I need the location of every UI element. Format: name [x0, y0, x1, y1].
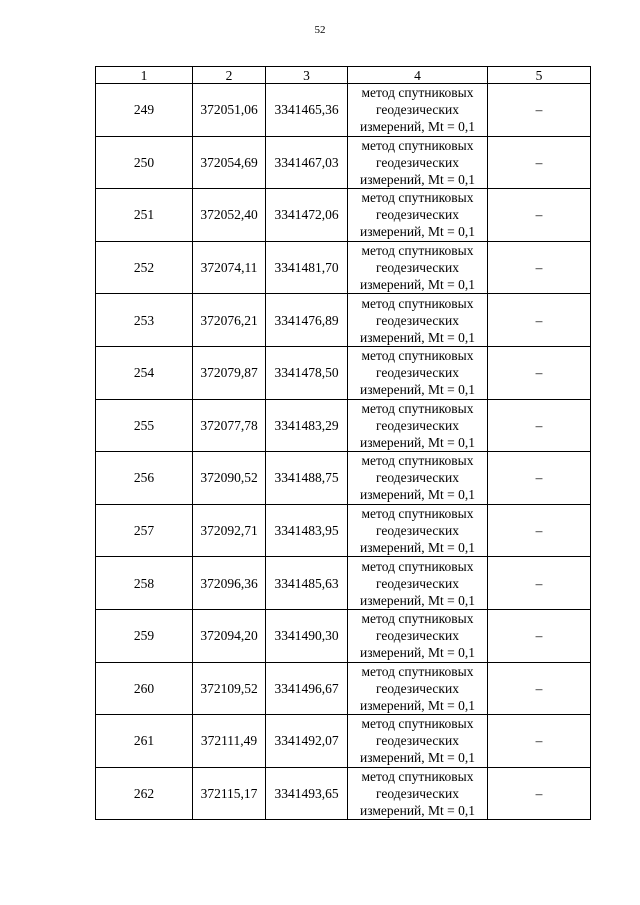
method-cell	[348, 609, 488, 662]
method-line: измерений, Mt = 0,1	[359, 171, 476, 187]
note-cell: –	[488, 504, 591, 557]
method-line: метод спутниковых	[361, 137, 474, 153]
method-cell	[348, 504, 488, 557]
note-cell: –	[488, 662, 591, 715]
y-coordinate-cell: 3341485,63	[266, 557, 348, 610]
point-number-cell: 262	[96, 767, 193, 820]
method-cell	[348, 452, 488, 505]
table-row	[96, 452, 591, 505]
method-line: метод спутниковых	[361, 506, 474, 522]
x-coordinate-cell: 372090,52	[193, 452, 266, 505]
table-row	[96, 346, 591, 399]
y-coordinate-cell: 3341478,50	[266, 346, 348, 399]
method-cell	[348, 346, 488, 399]
method-line: геодезических	[376, 260, 459, 276]
table-row	[96, 715, 591, 768]
note-cell: –	[488, 346, 591, 399]
method-line: геодезических	[376, 102, 459, 118]
method-cell	[348, 84, 488, 137]
y-coordinate-cell: 3341488,75	[266, 452, 348, 505]
method-line: метод спутниковых	[361, 190, 474, 206]
header-row	[96, 67, 591, 84]
table-row	[96, 504, 591, 557]
y-coordinate-cell: 3341493,65	[266, 767, 348, 820]
x-coordinate-cell: 372094,20	[193, 609, 266, 662]
note-cell: –	[488, 557, 591, 610]
method-line: геодезических	[376, 365, 459, 381]
x-coordinate-cell: 372074,11	[193, 241, 266, 294]
point-number-cell: 258	[96, 557, 193, 610]
y-coordinate-cell: 3341472,06	[266, 189, 348, 242]
x-coordinate-cell: 372077,78	[193, 399, 266, 452]
method-line: геодезических	[376, 312, 459, 328]
method-line: измерений, Mt = 0,1	[359, 645, 476, 661]
method-line: измерений, Mt = 0,1	[359, 382, 476, 398]
method-cell	[348, 294, 488, 347]
method-line: метод спутниковых	[361, 769, 474, 785]
note-cell: –	[488, 609, 591, 662]
method-line: геодезических	[376, 523, 459, 539]
method-line: измерений, Mt = 0,1	[359, 277, 476, 293]
method-line: геодезических	[376, 733, 459, 749]
table-row	[96, 189, 591, 242]
method-cell	[348, 557, 488, 610]
method-line: метод спутниковых	[361, 453, 474, 469]
y-coordinate-cell: 3341481,70	[266, 241, 348, 294]
method-line: измерений, Mt = 0,1	[359, 487, 476, 503]
method-line: геодезических	[376, 680, 459, 696]
method-line: геодезических	[376, 628, 459, 644]
y-coordinate-cell: 3341483,29	[266, 399, 348, 452]
point-number-cell: 249	[96, 84, 193, 137]
method-line: геодезических	[376, 417, 459, 433]
x-coordinate-cell: 372092,71	[193, 504, 266, 557]
table-row	[96, 557, 591, 610]
x-coordinate-cell: 372115,17	[193, 767, 266, 820]
point-number-cell: 255	[96, 399, 193, 452]
method-cell	[348, 189, 488, 242]
method-line: измерений, Mt = 0,1	[359, 434, 476, 450]
table-row	[96, 241, 591, 294]
header-col-1: 1	[96, 67, 193, 84]
x-coordinate-cell: 372052,40	[193, 189, 266, 242]
page-number: 52	[314, 24, 326, 36]
note-cell: –	[488, 84, 591, 137]
note-cell: –	[488, 452, 591, 505]
method-line: метод спутниковых	[361, 243, 474, 259]
method-cell	[348, 715, 488, 768]
note-cell: –	[488, 294, 591, 347]
y-coordinate-cell: 3341483,95	[266, 504, 348, 557]
y-coordinate-cell: 3341492,07	[266, 715, 348, 768]
header-col-2: 2	[193, 67, 266, 84]
point-number-cell: 254	[96, 346, 193, 399]
method-line: измерений, Mt = 0,1	[359, 592, 476, 608]
table-row	[96, 609, 591, 662]
method-line: метод спутниковых	[361, 611, 474, 627]
method-line: геодезических	[376, 575, 459, 591]
y-coordinate-cell: 3341476,89	[266, 294, 348, 347]
method-line: геодезических	[376, 154, 459, 170]
x-coordinate-cell: 372051,06	[193, 84, 266, 137]
method-line: геодезических	[376, 786, 459, 802]
x-coordinate-cell: 372109,52	[193, 662, 266, 715]
note-cell: –	[488, 767, 591, 820]
point-number-cell: 253	[96, 294, 193, 347]
method-cell	[348, 241, 488, 294]
y-coordinate-cell: 3341490,30	[266, 609, 348, 662]
x-coordinate-cell: 372076,21	[193, 294, 266, 347]
table-row	[96, 767, 591, 820]
method-line: измерений, Mt = 0,1	[359, 540, 476, 556]
y-coordinate-cell: 3341465,36	[266, 84, 348, 137]
header-col-3: 3	[266, 67, 348, 84]
method-cell	[348, 767, 488, 820]
point-number-cell: 252	[96, 241, 193, 294]
method-line: измерений, Mt = 0,1	[359, 119, 476, 135]
method-line: геодезических	[376, 470, 459, 486]
method-line: измерений, Mt = 0,1	[359, 329, 476, 345]
table-row	[96, 294, 591, 347]
method-line: геодезических	[376, 207, 459, 223]
method-line: метод спутниковых	[361, 295, 474, 311]
table-row	[96, 136, 591, 189]
table-row	[96, 399, 591, 452]
header-col-4: 4	[348, 67, 488, 84]
point-number-cell: 261	[96, 715, 193, 768]
method-line: измерений, Mt = 0,1	[359, 750, 476, 766]
table-row	[96, 662, 591, 715]
coordinates-table	[95, 66, 591, 820]
method-line: измерений, Mt = 0,1	[359, 224, 476, 240]
y-coordinate-cell: 3341467,03	[266, 136, 348, 189]
method-line: метод спутниковых	[361, 663, 474, 679]
note-cell: –	[488, 136, 591, 189]
header-col-5: 5	[488, 67, 591, 84]
table-row	[96, 84, 591, 137]
x-coordinate-cell: 372111,49	[193, 715, 266, 768]
method-cell	[348, 399, 488, 452]
method-line: метод спутниковых	[361, 716, 474, 732]
method-line: метод спутниковых	[361, 558, 474, 574]
note-cell: –	[488, 715, 591, 768]
table-body	[96, 84, 591, 820]
point-number-cell: 257	[96, 504, 193, 557]
method-line: метод спутниковых	[361, 400, 474, 416]
point-number-cell: 250	[96, 136, 193, 189]
method-line: измерений, Mt = 0,1	[359, 803, 476, 819]
method-line: метод спутниковых	[361, 85, 474, 101]
note-cell: –	[488, 399, 591, 452]
method-cell	[348, 136, 488, 189]
point-number-cell: 259	[96, 609, 193, 662]
table-header	[96, 67, 591, 84]
note-cell: –	[488, 189, 591, 242]
method-line: метод спутниковых	[361, 348, 474, 364]
point-number-cell: 256	[96, 452, 193, 505]
method-line: измерений, Mt = 0,1	[359, 697, 476, 713]
point-number-cell: 251	[96, 189, 193, 242]
x-coordinate-cell: 372096,36	[193, 557, 266, 610]
method-cell	[348, 662, 488, 715]
point-number-cell: 260	[96, 662, 193, 715]
x-coordinate-cell: 372079,87	[193, 346, 266, 399]
x-coordinate-cell: 372054,69	[193, 136, 266, 189]
y-coordinate-cell: 3341496,67	[266, 662, 348, 715]
note-cell: –	[488, 241, 591, 294]
